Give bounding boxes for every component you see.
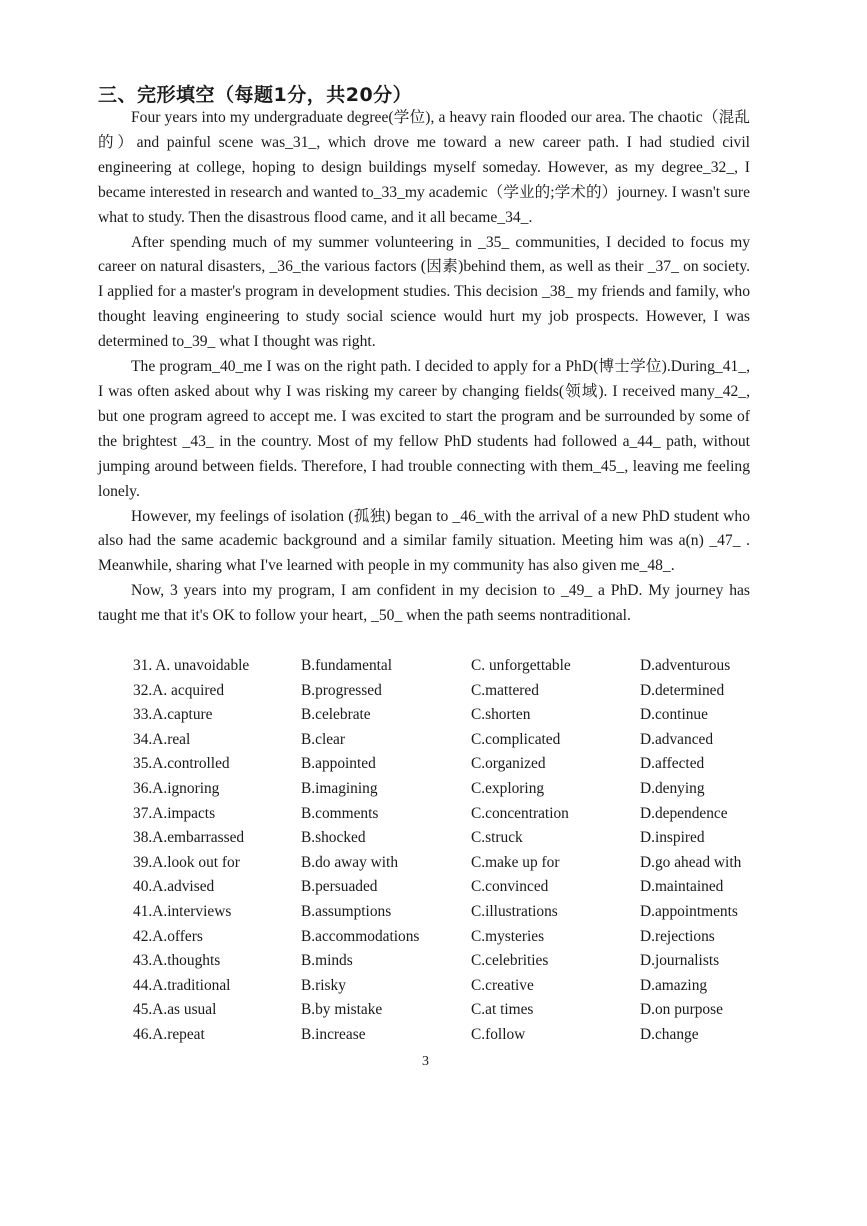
option-a: 41.A.interviews [133,902,232,920]
option-a: 34.A.real [133,730,191,748]
option-c: C. unforgettable [471,657,571,674]
option-row [133,925,773,950]
option-b: B.accommodations [301,927,420,945]
option-b: B.by mistake [301,1001,383,1019]
option-row [133,826,773,851]
option-c: C.convinced [471,878,549,896]
option-c: C.complicated [471,730,561,748]
passage-paragraph: Now, 3 years into my program, I am confident in my decision to _49_ a PhD. My journey has taught me that it's OK to follow your heart, _50_ when the path seems nontraditional. [98,582,750,625]
option-c: C.make up for [471,853,560,871]
passage-paragraph: However, my feelings of isolation (孤独) began to _46_with the arrival of a new PhD student who also had the same academic background and a similar family situation. Meeting him was a(n) _47_ . Meanwhile, sharing what I've learned with people in my community has also given me_48_. [98,507,750,575]
option-row [133,875,773,900]
option-row [133,802,773,827]
passage-paragraph: The program_40_me I was on the right path. I decided to apply for a PhD(博士学位).During_41_, I was often asked about why I was risking my career by changing fields(领域). I received many_42_, but one program agreed to accept me. I was excited to start the program and be surrounded by some of the brightest _43_ in the country. Most of my fellow PhD students had followed a_44_ path, without jumping around between fields. Therefore, I had trouble connecting with them_45_, leaving me feeling lonely. [98,358,750,500]
option-c: C.struck [471,829,523,847]
option-d: D.advanced [640,730,714,748]
option-d: D.continue [640,706,708,724]
option-b: B.minds [301,952,353,970]
option-row [133,949,773,974]
option-b: B.imagining [301,779,378,797]
option-a: 44.A.traditional [133,976,231,994]
option-b: B.appointed [301,755,376,773]
option-d: D.change [640,1025,699,1043]
option-c: C.exploring [471,779,545,797]
option-a: 37.A.impacts [133,804,216,822]
passage-paragraph: After spending much of my summer volunteering in _35_ communities, I decided to focus my career on natural disasters, _36_the various factors (因素)behind them, as well as their _37_ on society. I applied for a master's program in development studies. This decision _38_ my friends and family, who thought leaving engineering to study social science would hurt my job prospects. However, I was determined to_39_ what I thought was right. [98,233,750,351]
option-c: C.shorten [471,706,531,724]
option-d: D.dependence [640,804,728,822]
option-row [133,851,773,876]
option-a: 36.A.ignoring [133,779,220,797]
option-row [133,728,773,753]
option-b: B.do away with [301,853,399,871]
option-d: D.journalists [640,952,720,970]
option-c: C.organized [471,755,546,773]
option-d: D.go ahead with [640,853,742,871]
option-a: 46.A.repeat [133,1025,205,1043]
option-b: B.comments [301,804,379,822]
option-row [133,654,773,679]
option-a: 39.A.look out for [133,853,240,871]
option-c: C.concentration [471,804,569,822]
passage-paragraph: Four years into my undergraduate degree(学位), a heavy rain flooded our area. The chaotic（混乱的）and painful scene was_31_, which drove me toward a new career path. I had studied civil engineering at college, hoping to design buildings myself someday. However, as my degree_32_, I became interested in research and wanted to_33_my academic（学业的;学术的）journey. I wasn't sure what to study. Then the disastrous flood came, and it all became_34_. [98,109,750,226]
option-b: B.assumptions [301,902,392,920]
option-row [133,900,773,925]
option-a: 43.A.thoughts [133,952,221,970]
option-row [133,679,773,704]
option-row [133,777,773,802]
option-a: 38.A.embarrassed [133,829,245,847]
cloze-passage [98,106,750,629]
option-a: 40.A.advised [133,878,215,896]
section-heading: 三、完形填空（每题1分，共20分） [98,84,413,106]
option-b: B.increase [301,1025,366,1043]
option-c: C.mysteries [471,927,545,945]
option-c: C.creative [471,976,534,994]
option-d: D.on purpose [640,1001,723,1019]
option-c: C.mattered [471,681,539,699]
option-a: 31. A. unavoidable [133,657,250,674]
option-row [133,752,773,777]
option-d: D.rejections [640,927,715,945]
option-c: C.celebrities [471,952,549,970]
answer-options [133,654,773,1048]
option-d: D.appointments [640,902,738,920]
option-c: C.illustrations [471,902,558,920]
option-c: C.at times [471,1001,534,1019]
option-c: C.follow [471,1025,526,1043]
page-number: 3 [422,1054,429,1069]
option-b: B.shocked [301,829,366,847]
option-a: 33.A.capture [133,706,213,724]
option-a: 45.A.as usual [133,1001,217,1019]
option-row [133,998,773,1023]
option-b: B.risky [301,976,346,994]
option-b: B.progressed [301,681,382,699]
option-d: D.maintained [640,878,724,896]
option-row [133,974,773,999]
option-a: 32.A. acquired [133,681,225,699]
option-b: B.fundamental [301,657,393,674]
option-d: D.inspired [640,829,705,847]
option-row [133,1023,773,1048]
option-d: D.determined [640,681,725,699]
option-b: B.clear [301,730,346,748]
option-d: D.affected [640,755,705,773]
option-a: 35.A.controlled [133,755,230,773]
option-b: B.persuaded [301,878,378,896]
option-a: 42.A.offers [133,927,203,945]
option-d: D.amazing [640,976,708,994]
option-b: B.celebrate [301,706,371,724]
option-d: D.denying [640,779,705,797]
option-row [133,703,773,728]
option-d: D.adventurous [640,657,731,674]
